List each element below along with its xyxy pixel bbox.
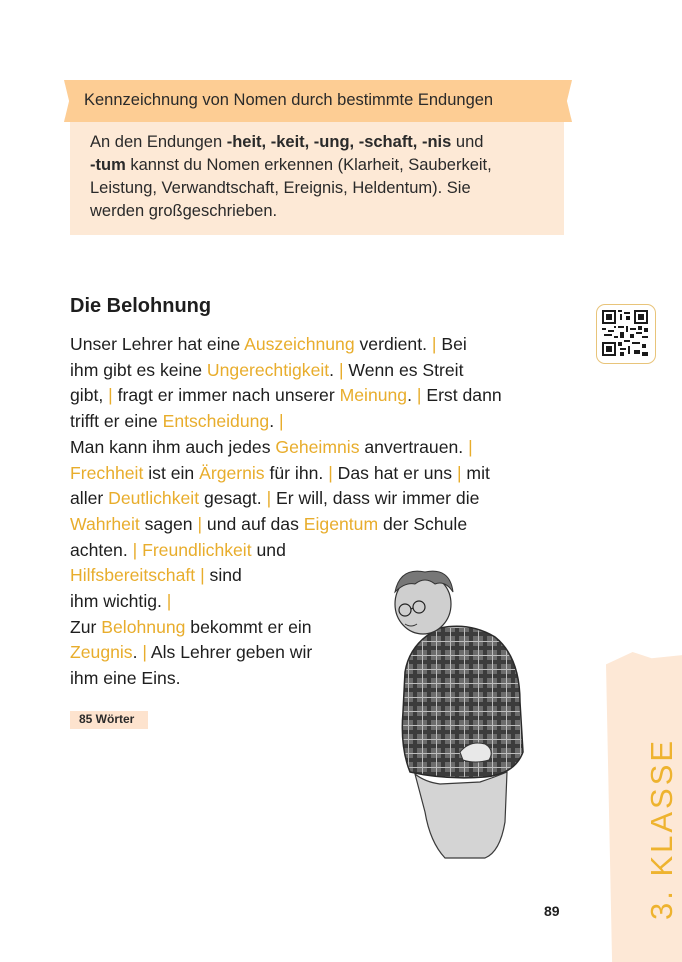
dictation-separator: |: [278, 411, 284, 432]
story-text-segment: gesagt.: [199, 488, 267, 509]
highlighted-noun: Deutlichkeit: [108, 488, 200, 509]
dictation-separator: |: [431, 334, 437, 354]
rule-line: [90, 154, 550, 177]
highlighted-noun: Auszeichnung: [244, 334, 355, 354]
story-text-segment: sind: [204, 565, 242, 586]
story-text-segment: sagen: [139, 513, 198, 534]
highlighted-noun: Freundlichkeit: [142, 539, 252, 560]
story-text-segment: achten.: [70, 539, 133, 560]
story-line: [70, 332, 560, 358]
story-line: [70, 512, 560, 538]
dictation-separator: |: [266, 488, 272, 509]
teacher-illustration: [385, 562, 545, 860]
story-line: [70, 538, 560, 564]
highlighted-noun: Meinung: [339, 385, 408, 406]
qr-code-icon[interactable]: [596, 304, 656, 364]
story-text-segment: .: [132, 642, 143, 663]
story-text-segment: Erst dann: [421, 385, 502, 406]
story-text-segment: Zur: [70, 616, 102, 637]
highlighted-noun: Geheimnis: [275, 436, 360, 457]
story-title: Die Belohnung: [70, 295, 212, 317]
story-text-segment: und auf das: [202, 513, 304, 534]
story-text-segment: ihm wichtig.: [70, 591, 167, 612]
story-line: [70, 409, 560, 435]
story-text-segment: Wenn es Streit: [343, 359, 464, 380]
rule-line: [90, 131, 550, 154]
story-text-segment: der Schule: [378, 513, 468, 534]
story-line: [70, 435, 560, 461]
highlighted-noun: Frechheit: [70, 462, 144, 483]
story-text-segment: und: [251, 539, 286, 560]
rule-text-segment: kannst du Nomen erkennen (Klarheit, Sauberkeit,: [125, 156, 492, 174]
highlighted-noun: Zeugnis: [70, 642, 133, 663]
story-text-segment: ihm gibt es keine: [70, 359, 207, 380]
story-text-segment: gibt,: [70, 385, 109, 406]
story-line: [70, 358, 560, 384]
rule-line: [90, 177, 550, 200]
story-text-segment: .: [329, 359, 339, 380]
highlighted-noun: Ungerechtigkeit: [206, 359, 330, 380]
story-text-segment: .: [269, 411, 279, 432]
highlighted-noun: Entscheidung: [162, 411, 270, 432]
rule-text-segment: An den Endungen: [90, 133, 227, 151]
story-text-segment: anvertrauen.: [359, 436, 469, 457]
highlighted-noun: Belohnung: [101, 616, 186, 637]
story-text-segment: Er will, dass wir immer die: [271, 488, 480, 509]
dictation-separator: |: [416, 385, 422, 406]
dictation-separator: |: [328, 462, 333, 483]
story-line: [70, 383, 560, 409]
dictation-separator: |: [166, 591, 172, 612]
dictation-separator: |: [200, 565, 205, 586]
rule-title: Kennzeichnung von Nomen durch bestimmte Endungen: [84, 91, 494, 109]
story-text-segment: Als Lehrer geben wir: [146, 642, 313, 663]
story-text-segment: für ihn.: [264, 462, 329, 483]
dictation-separator: |: [132, 539, 138, 560]
story-text-segment: Bei: [436, 334, 467, 354]
story-text-segment: bekommt er ein: [185, 616, 312, 637]
story-text-segment: Das hat er uns: [332, 462, 457, 483]
word-count-label: 85 Wörter: [79, 712, 135, 726]
highlighted-noun: Hilfsbereitschaft: [70, 565, 196, 586]
story-line: [70, 461, 560, 487]
story-line: [70, 486, 560, 512]
dictation-separator: |: [108, 385, 113, 406]
story-text-segment: Unser Lehrer hat eine: [70, 334, 245, 354]
dictation-separator: |: [456, 462, 462, 483]
rule-body: [70, 122, 564, 235]
dictation-separator: |: [468, 436, 473, 457]
page-number: 89: [544, 903, 560, 919]
highlighted-noun: Eigentum: [303, 513, 379, 534]
rule-text-segment: werden großgeschrieben.: [90, 202, 278, 220]
rule-text-segment: und: [451, 133, 484, 151]
rule-text: [90, 131, 550, 223]
dictation-separator: |: [197, 513, 203, 534]
story-text-segment: mit: [461, 462, 490, 483]
grade-label: 3. KLASSE: [644, 737, 679, 920]
rule-endings-bold: -tum: [90, 156, 126, 174]
word-count-badge: [70, 711, 148, 729]
story-text-segment: .: [407, 385, 417, 406]
story-text-segment: aller: [70, 488, 109, 509]
story-text-segment: Man kann ihm auch jedes: [70, 436, 276, 457]
story-text-segment: ist ein: [143, 462, 200, 483]
rule-endings-bold: -heit, -keit, -ung, -schaft, -nis: [226, 133, 452, 151]
story-text-segment: fragt er immer nach unserer: [112, 385, 340, 406]
rule-line: [90, 200, 550, 223]
dictation-separator: |: [142, 642, 147, 663]
story-text-segment: trifft er eine: [70, 411, 163, 432]
highlighted-noun: Ärgernis: [199, 462, 265, 483]
dictation-separator: |: [338, 359, 344, 380]
rule-text-segment: Leistung, Verwandtschaft, Ereignis, Heldentum). Sie: [90, 179, 471, 197]
story-text-segment: ihm eine Eins.: [70, 668, 181, 689]
story-text-segment: verdient.: [354, 334, 432, 354]
highlighted-noun: Wahrheit: [70, 513, 140, 534]
qr-code-graphic: [602, 310, 648, 356]
